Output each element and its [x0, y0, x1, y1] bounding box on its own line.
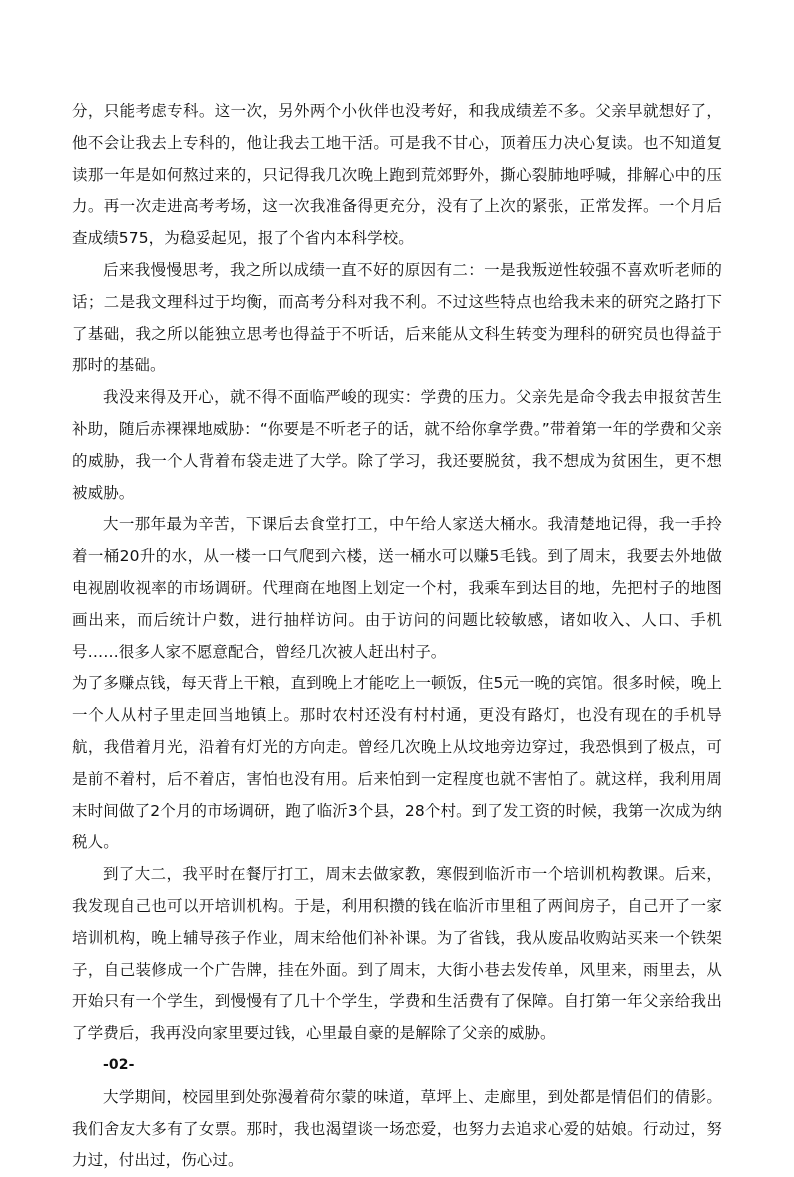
- section-marker: -02-: [103, 1056, 135, 1073]
- document-page: [72, 96, 722, 1177]
- paragraph-3: 我没来得及开心，就不得不面临严峻的现实：学费的压力。父亲先是命令我去申报贫苦生补助，随后赤裸裸地威胁：“你要是不听老子的话，就不给你拿学费。”带着第一年的学费和父亲的威胁，我一个人背着布袋走进了大学。除了学习，我还要脱贫，我不想成为贫困生，更不想被威胁。: [72, 388, 722, 502]
- paragraph-5: 为了多赚点钱，每天背上干粮，直到晚上才能吃上一顿饭，住5元一晚的宾馆。很多时候，晚上一个人从村子里走回当地镇上。那时农村还没有村村通，更没有路灯，也没有现在的手机导航，我借着月光，沿着有灯光的方向走。曾经几次晚上从坟地旁边穿过，我恐惧到了极点，可是前不着村，后不着店，害怕也没有用。后来怕到一定程度也就不害怕了。就这样，我利用周末时间做了2个月的市场调研，跑了临沂3个县，28个村。到了发工资的时候，我第一次成为纳税人。: [72, 674, 722, 852]
- paragraph-2: 后来我慢慢思考，我之所以成绩一直不好的原因有二：一是我叛逆性较强不喜欢听老师的话；二是我文理科过于均衡，而高考分科对我不利。不过这些特点也给我未来的研究之路打下了基础，我之所以能独立思考也得益于不听话，后来能从文科生转变为理科的研究员也得益于那时的基础。: [72, 260, 722, 375]
- paragraph-7: 大学期间，校园里到处弥漫着荷尔蒙的味道，草坪上、走廊里，到处都是情侣们的倩影。我们舍友大多有了女票。那时，我也渴望谈一场恋爱，也努力去追求心爱的姑娘。行动过，努力过，付出过，伤心过。: [72, 1087, 722, 1170]
- paragraph-6: 到了大二，我平时在餐厅打工，周末去做家教，寒假到临沂市一个培训机构教课。后来，我发现自己也可以开培训机构。于是，利用积攒的钱在临沂市里租了两间房子，自己开了一家培训机构，晚上辅导孩子作业，周末给他们补补课。为了省钱，我从废品收购站买来一个铁架子，自己装修成一个广告牌，挂在外面。到了周末，大街小巷去发传单，风里来，雨里去，从开始只有一个学生，到慢慢有了几十个学生，学费和生活费有了保障。自打第一年父亲给我出了学费后，我再没向家里要过钱，心里最自豪的是解除了父亲的威胁。: [72, 865, 722, 1043]
- paragraph-4: 大一那年最为辛苦，下课后去食堂打工，中午给人家送大桶水。我清楚地记得，我一手拎着一桶20升的水，从一楼一口气爬到六楼，送一桶水可以赚5毛钱。到了周末，我要去外地做电视剧收视率的市场调研。代理商在地图上划定一个村，我乘车到达目的地，先把村子的地图画出来，而后统计户数，进行抽样访问。由于访问的问题比较敏感，诸如收入、人口、手机号……很多人家不愿意配合，曾经几次被人赶出村子。: [72, 515, 722, 661]
- paragraph-1: 分，只能考虑专科。这一次，另外两个小伙伴也没考好，和我成绩差不多。父亲早就想好了，他不会让我去上专科的，他让我去工地干活。可是我不甘心，顶着压力决心复读。也不知道复读那一年是如何熬过来的，只记得我几次晚上跑到荒郊野外，撕心裂肺地呼喊，排解心中的压力。再一次走进高考考场，这一次我准备得更充分，没有了上次的紧张，正常发挥。一个月后查成绩575，为稳妥起见，报了个省内本科学校。: [72, 102, 722, 248]
